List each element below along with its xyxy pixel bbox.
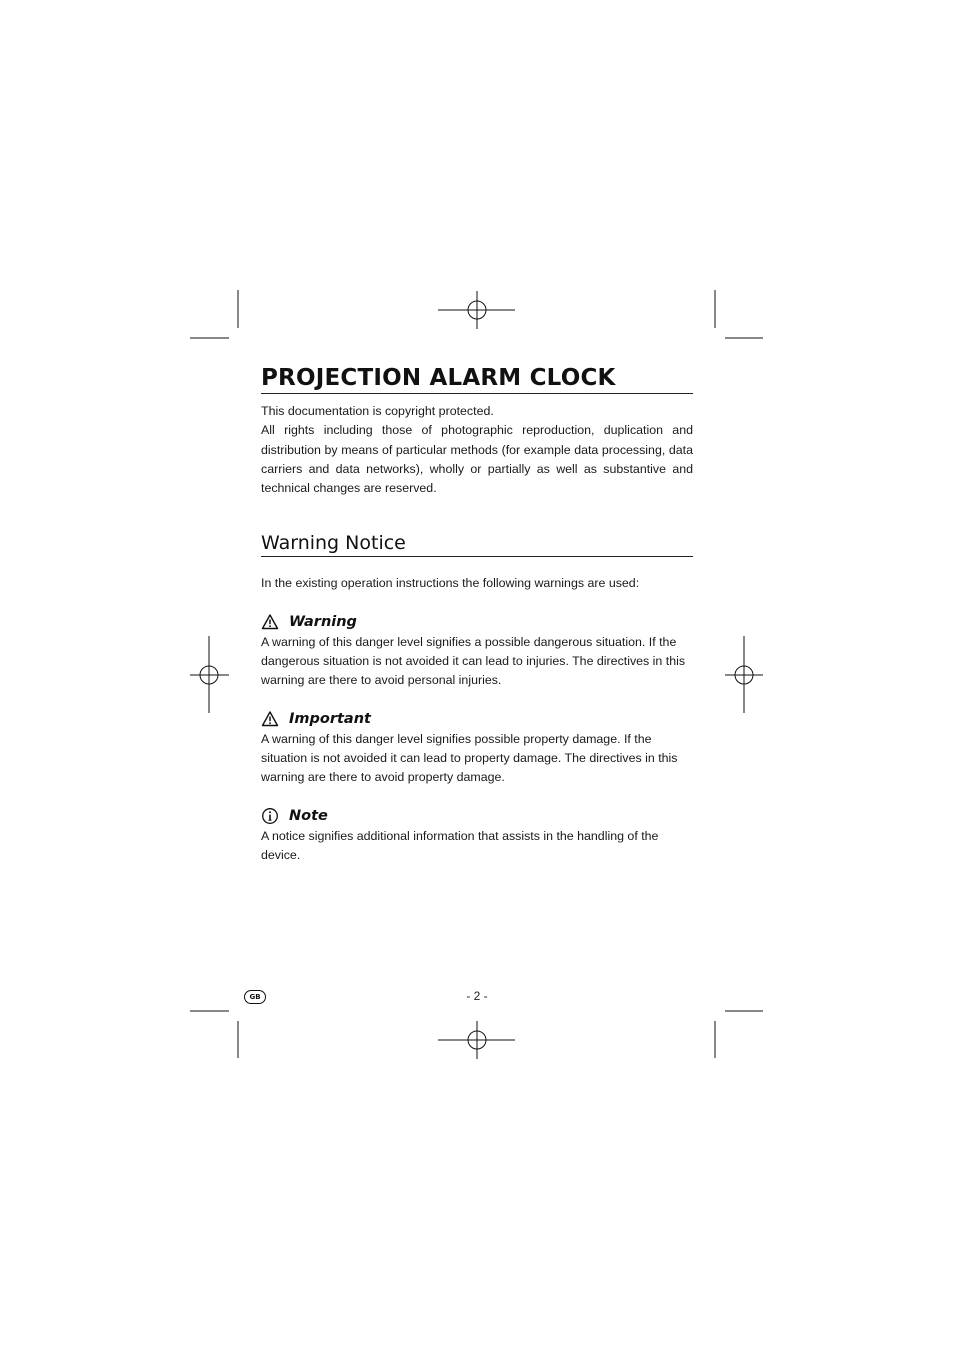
- warning-notice-intro: In the existing operation instructions the following warnings are used:: [261, 576, 640, 591]
- warning-triangle-icon: [261, 710, 279, 728]
- registration-mark: [438, 1021, 515, 1059]
- page-number: - 2 -: [466, 989, 488, 1003]
- document-title: PROJECTION ALARM CLOCK: [261, 365, 616, 391]
- notice-heading: [261, 805, 693, 827]
- notice-text-note: A notice signifies additional information that assists in the handling of the device.: [261, 828, 659, 862]
- notice-block-note: [261, 805, 693, 866]
- notice-heading: [261, 708, 693, 730]
- section-underline: [261, 556, 693, 557]
- notice-label-warning: Warning: [289, 613, 357, 630]
- notice-text-warning: A warning of this danger level signifies a possible dangerous situation. If the dangerous situation is not avoided it can lead to injuries. The directives in this warning are there to avoid personal injuries.: [261, 634, 686, 688]
- language-badge: GB: [244, 990, 266, 1004]
- copyright-notice: [261, 402, 693, 498]
- copyright-rights-text: All rights including those of photographic reproduction, duplication and distribution by means of particular methods (for example data processing, data carriers and data networks), wholly or partially as well as substantive and technical changes are reserved.: [261, 423, 693, 496]
- document-content: [261, 360, 693, 865]
- warning-triangle-icon: [261, 613, 279, 631]
- section-heading-warning-notice: Warning Notice: [261, 532, 406, 555]
- title-underline: [261, 393, 693, 394]
- notice-label-important: Important: [289, 710, 371, 727]
- registration-mark: [438, 291, 515, 329]
- notice-block-important: [261, 708, 693, 788]
- copyright-line: This documentation is copyright protected.: [261, 404, 494, 418]
- registration-mark: [190, 636, 229, 713]
- notice-heading: [261, 611, 693, 633]
- registration-mark: [725, 636, 763, 713]
- notice-block-warning: [261, 611, 693, 691]
- notice-label-note: Note: [289, 807, 328, 824]
- notice-text-important: A warning of this danger level signifies possible property damage. If the situation is not avoided it can lead to property damage. The directives in this warning are there to avoid property damage.: [261, 731, 678, 785]
- info-circle-icon: [261, 807, 279, 825]
